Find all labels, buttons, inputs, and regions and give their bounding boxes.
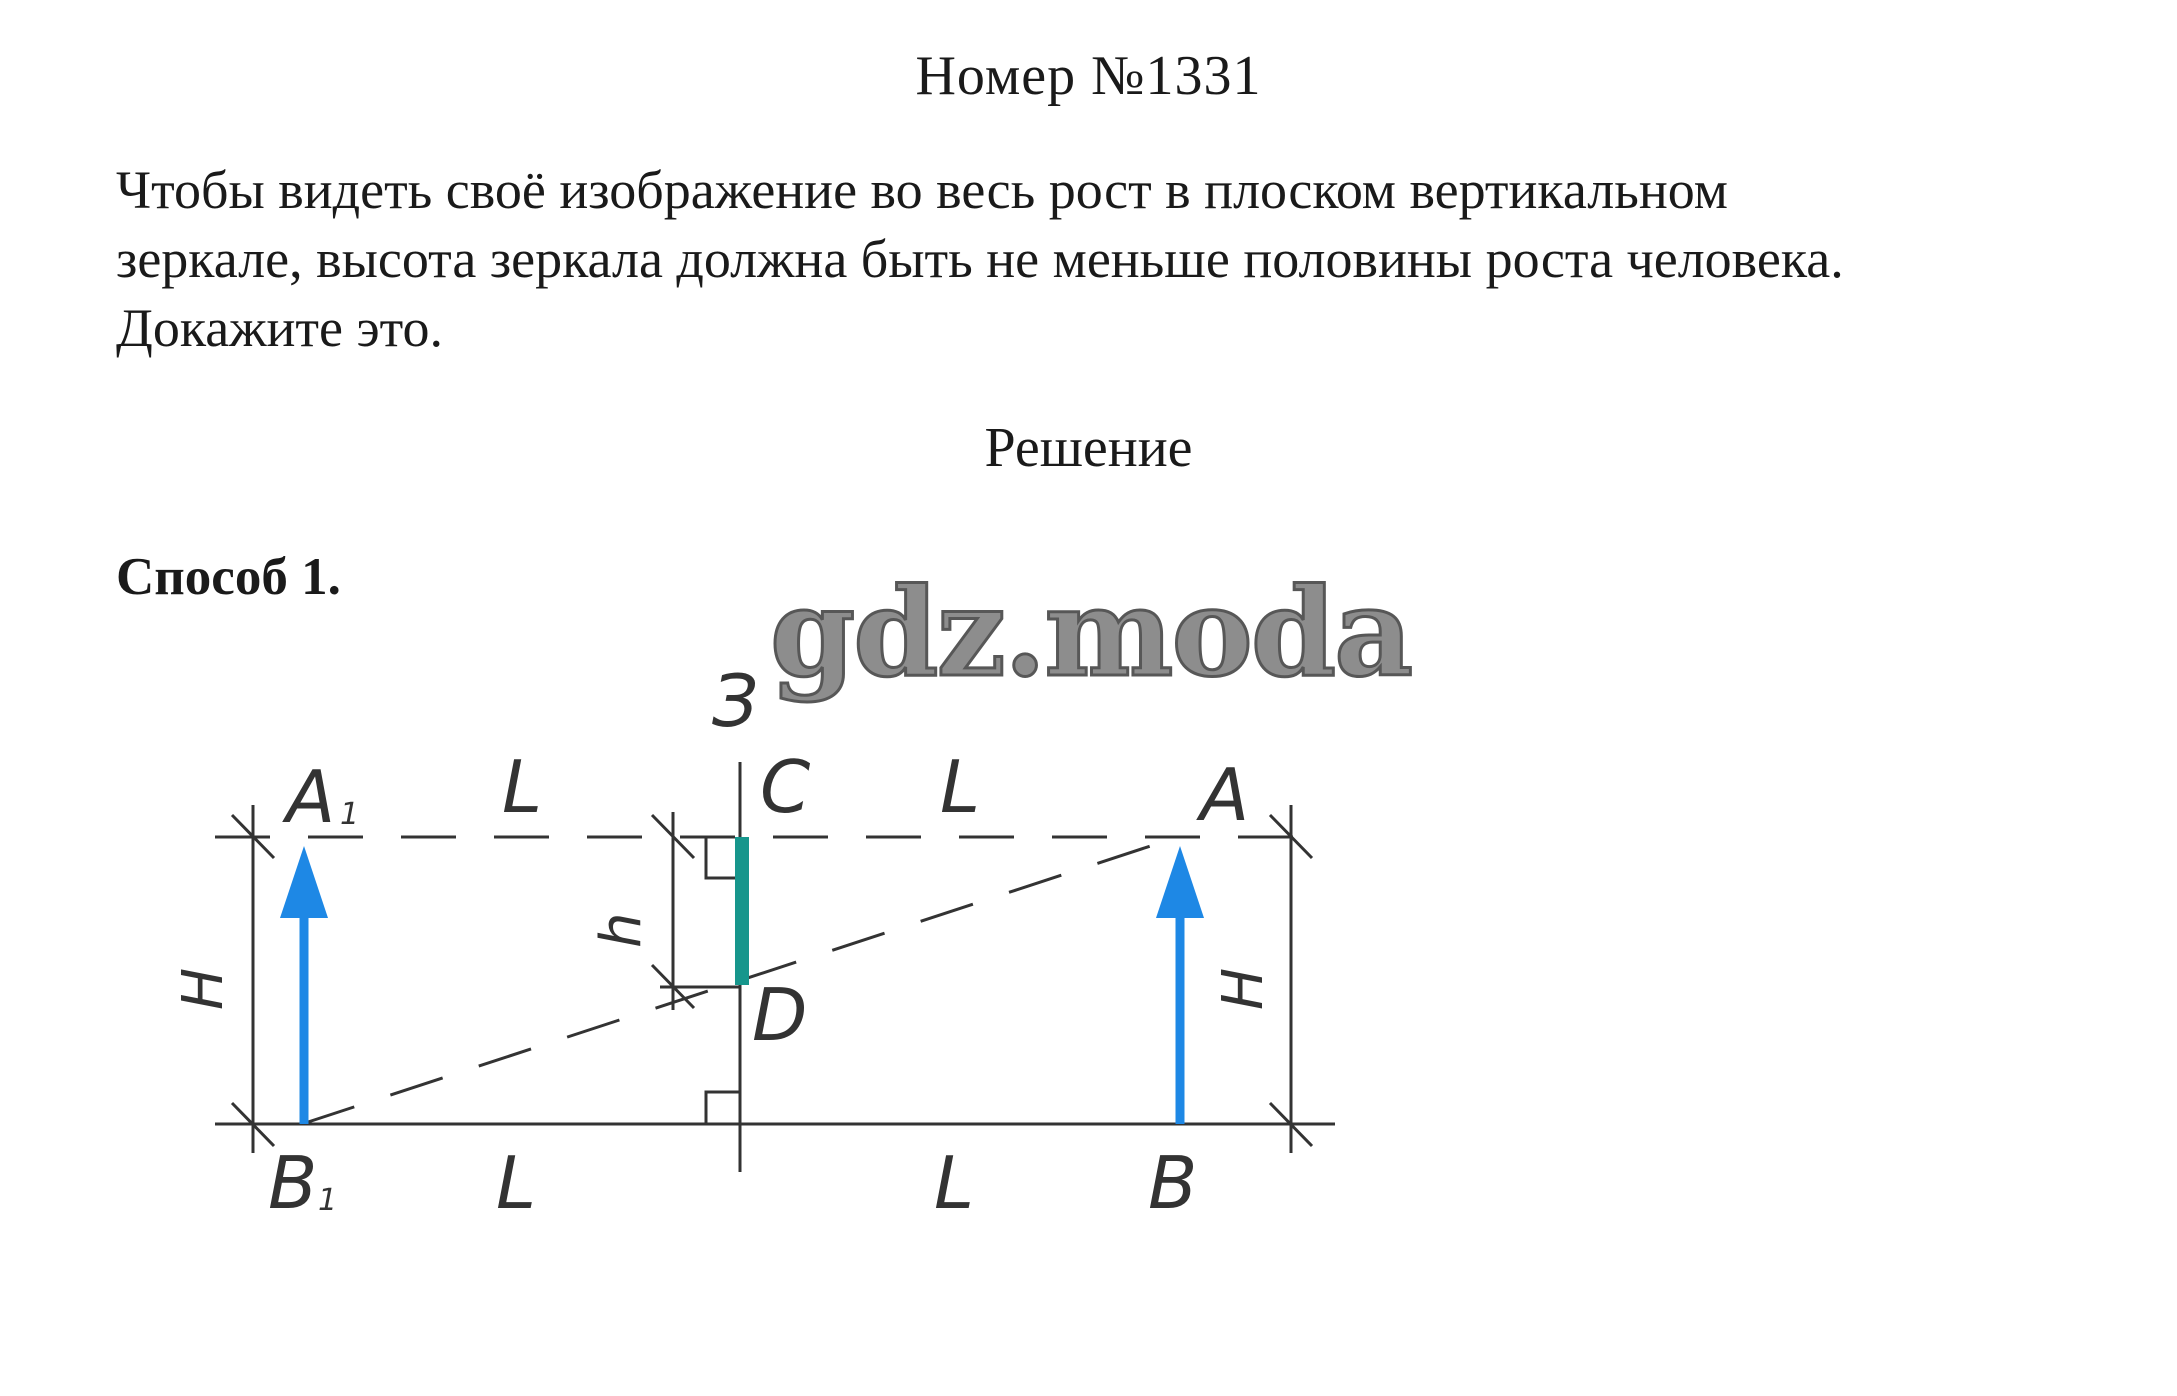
page-title: Номер №1331 [915,45,1262,107]
label-l-top-right: L [940,745,981,829]
watermark-logo: gdz.moda [770,560,1412,704]
right-angle-top [706,837,740,878]
label-a1-subscript: 1 [340,797,360,832]
label-h-right: H [1211,967,1276,1010]
label-l-bottom-right: L [934,1141,975,1225]
problem-line: зеркале, высота зеркала должна быть не меньше половины роста человека. [116,229,1844,289]
label-a: A [1200,753,1250,837]
image-arrow-head [280,846,328,918]
label-a1: A [286,755,336,839]
label-b1: B [268,1141,318,1225]
problem-line: Чтобы видеть своё изображение во весь рост в плоском вертикальном [116,160,1728,220]
solution-heading: Решение [984,417,1193,479]
label-b: B [1148,1141,1198,1225]
method-label: Способ 1. [116,548,341,606]
label-d: D [752,973,808,1057]
label-c: C [760,745,811,829]
problem-line: Докажите это. [116,298,444,358]
label-l-top-left: L [502,745,543,829]
label-l-bottom-left: L [496,1141,537,1225]
label-h-small: h [589,912,654,948]
right-angle-bottom [706,1092,740,1124]
person-arrow-head [1156,846,1204,918]
label-mirror: З [712,659,759,743]
label-h-left: H [171,967,236,1010]
label-b1-subscript: 1 [318,1183,338,1218]
